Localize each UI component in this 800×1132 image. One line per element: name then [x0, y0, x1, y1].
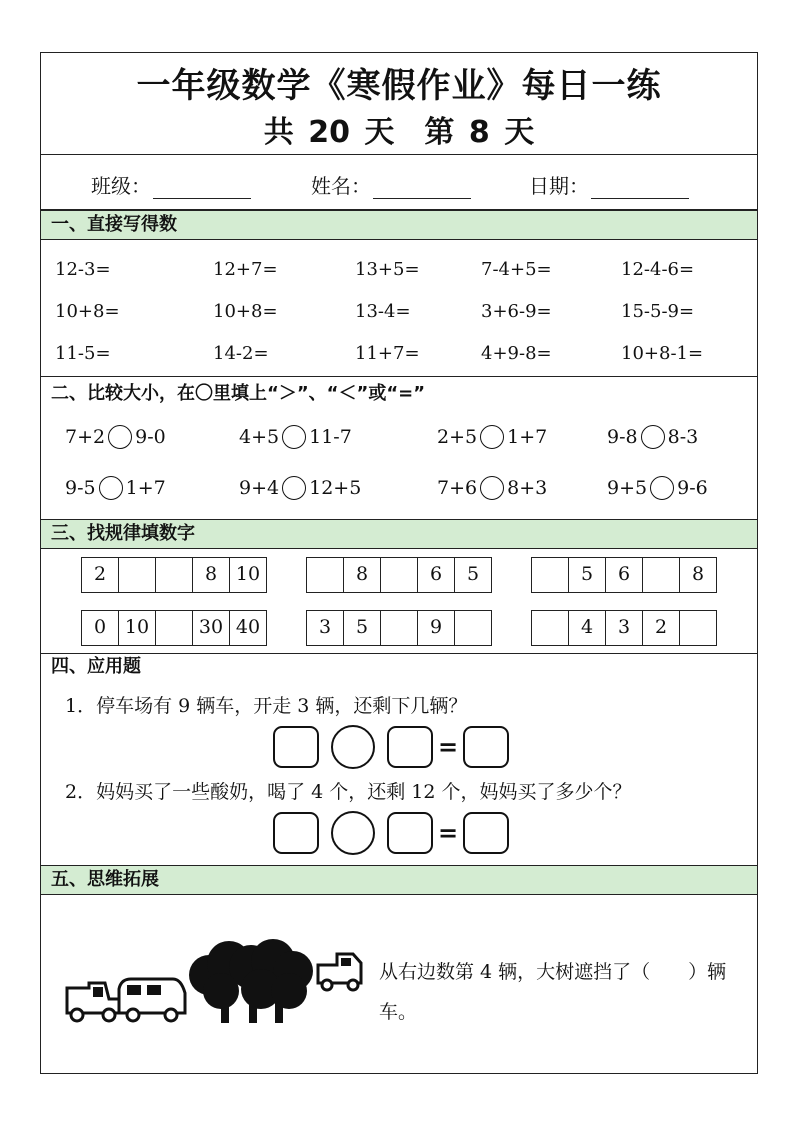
sequence-cell[interactable]: 5 [344, 611, 381, 645]
problem: 13+5= [355, 259, 420, 280]
trees-icon [189, 939, 313, 1023]
sequence-cell[interactable]: 2 [643, 611, 680, 645]
sequence-cell[interactable] [643, 558, 680, 592]
section2-divider [41, 376, 757, 377]
sequence-cell[interactable]: 6 [418, 558, 455, 592]
problem: 10+8= [55, 301, 120, 322]
answer-circle[interactable] [480, 476, 504, 500]
answer-circle[interactable] [282, 476, 306, 500]
class-field[interactable] [91, 170, 251, 199]
sequence-cell[interactable] [156, 558, 193, 592]
sequence-cell[interactable]: 4 [569, 611, 606, 645]
name-field[interactable] [311, 170, 471, 199]
section5-header: 五、思维拓展 [41, 865, 757, 895]
class-blank[interactable] [153, 178, 251, 199]
problem: 15-5-9= [621, 301, 695, 322]
sequence-boxes [306, 610, 492, 646]
sequence-boxes [81, 610, 267, 646]
date-field[interactable] [529, 170, 689, 199]
sequence-cell[interactable]: 3 [307, 611, 344, 645]
problem: 11+7= [355, 343, 420, 364]
worksheet [40, 52, 758, 1074]
student-info-row [41, 154, 757, 210]
answer-box[interactable] [463, 726, 509, 768]
sequence-cell[interactable] [532, 558, 569, 592]
answer-circle[interactable] [641, 425, 665, 449]
answer-row-2 [273, 811, 509, 855]
date-label: 日期： [529, 174, 589, 198]
problem: 12+7= [213, 259, 278, 280]
sequence-cell[interactable]: 0 [82, 611, 119, 645]
answer-box[interactable] [387, 726, 433, 768]
answer-circle[interactable] [108, 425, 132, 449]
equals-sign: = [437, 733, 459, 761]
operator-circle[interactable] [331, 811, 375, 855]
sequence-cell[interactable]: 40 [230, 611, 267, 645]
truck-icon [67, 983, 119, 1021]
sequence-cell[interactable]: 5 [455, 558, 492, 592]
compare-item: 9+4 12+5 [239, 477, 362, 499]
answer-box[interactable] [463, 812, 509, 854]
page-subtitle: 共 20 天 第 8 天 [263, 115, 535, 150]
sequence-cell[interactable]: 9 [418, 611, 455, 645]
section2-header: 二、比较大小，在〇里填上“＞”、“＜”或“=” [51, 383, 426, 404]
sequence-boxes [306, 557, 492, 593]
sequence-cell[interactable] [156, 611, 193, 645]
truck-icon [315, 951, 365, 993]
problem: 10+8-1= [621, 343, 704, 364]
cars-and-trees-illustration [61, 933, 321, 1033]
sequence-cell[interactable]: 8 [193, 558, 230, 592]
answer-row-1 [273, 725, 509, 769]
class-label: 班级： [91, 174, 151, 198]
sequence-cell[interactable] [680, 611, 717, 645]
answer-box[interactable] [387, 812, 433, 854]
van-icon [119, 979, 185, 1021]
date-blank[interactable] [591, 178, 689, 199]
compare-item: 9-5 1+7 [65, 477, 166, 499]
sequence-cell[interactable]: 10 [230, 558, 267, 592]
sequence-cell[interactable]: 10 [119, 611, 156, 645]
problem: 11-5= [55, 343, 111, 364]
sequence-cell[interactable]: 3 [606, 611, 643, 645]
section4-header: 四、应用题 [51, 656, 141, 677]
compare-item: 4+5 11-7 [239, 426, 352, 448]
section1-header: 一、直接写得数 [41, 210, 757, 240]
compare-item: 7+6 8+3 [437, 477, 548, 499]
answer-circle[interactable] [282, 425, 306, 449]
answer-circle[interactable] [480, 425, 504, 449]
operator-circle[interactable] [331, 725, 375, 769]
compare-item: 7+2 9-0 [65, 426, 166, 448]
problem: 13-4= [355, 301, 411, 322]
equals-sign: = [437, 819, 459, 847]
sequence-cell[interactable] [381, 611, 418, 645]
problem: 14-2= [213, 343, 269, 364]
question-2: 2．妈妈买了一些酸奶，喝了 4 个，还剩 12 个，妈妈买了多少个？ [65, 781, 632, 803]
sequence-cell[interactable]: 2 [82, 558, 119, 592]
answer-circle[interactable] [650, 476, 674, 500]
sequence-cell[interactable]: 5 [569, 558, 606, 592]
compare-item: 2+5 1+7 [437, 426, 548, 448]
sequence-cell[interactable]: 6 [606, 558, 643, 592]
sequence-cell[interactable] [381, 558, 418, 592]
title-block [41, 53, 757, 155]
compare-item: 9+5 9-6 [607, 477, 708, 499]
sequence-cell[interactable]: 8 [344, 558, 381, 592]
sequence-cell[interactable] [119, 558, 156, 592]
sequence-cell[interactable] [307, 558, 344, 592]
question-1: 1．停车场有 9 辆车，开走 3 辆，还剩下几辆？ [65, 695, 468, 717]
page-title: 一年级数学《寒假作业》每日一练 [136, 66, 662, 106]
sequence-cell[interactable]: 30 [193, 611, 230, 645]
sequence-boxes [81, 557, 267, 593]
problem: 4+9-8= [481, 343, 552, 364]
sequence-cell[interactable] [532, 611, 569, 645]
problem: 12-3= [55, 259, 111, 280]
name-blank[interactable] [373, 178, 471, 199]
thinking-question-line2: 车。 [379, 1001, 418, 1023]
sequence-boxes [531, 557, 717, 593]
section3-header: 三、找规律填数字 [41, 519, 757, 549]
problem: 3+6-9= [481, 301, 552, 322]
sequence-cell[interactable] [455, 611, 492, 645]
problem: 10+8= [213, 301, 278, 322]
sequence-boxes [531, 610, 717, 646]
compare-item: 9-8 8-3 [607, 426, 699, 448]
sequence-cell[interactable]: 8 [680, 558, 717, 592]
answer-box[interactable] [273, 726, 319, 768]
name-label: 姓名： [311, 174, 371, 198]
answer-box[interactable] [273, 812, 319, 854]
problem: 12-4-6= [621, 259, 695, 280]
problem: 7-4+5= [481, 259, 552, 280]
thinking-question-line1: 从右边数第 4 辆，大树遮挡了（ ）辆 [379, 961, 727, 983]
answer-circle[interactable] [99, 476, 123, 500]
